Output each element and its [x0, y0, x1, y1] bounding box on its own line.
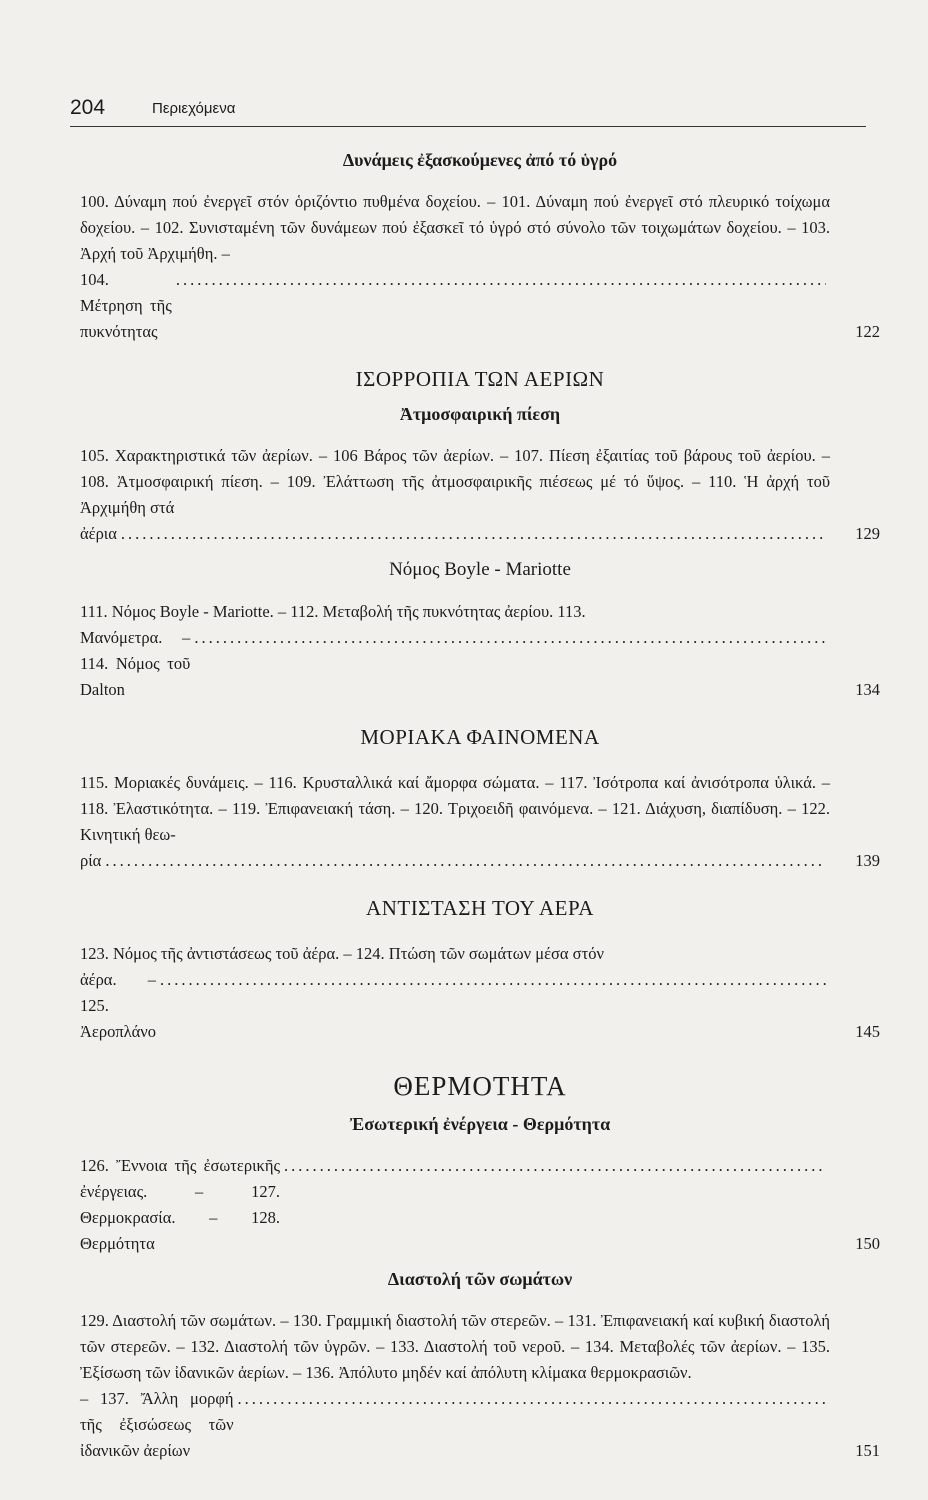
toc-entry-last-text: ἀέρια: [80, 524, 117, 543]
subsection-heading: Διαστολή τῶν σωμάτων: [387, 1269, 573, 1289]
dot-leader: [160, 967, 826, 993]
toc-entry: [80, 770, 880, 874]
toc-entry-last-text: 126. Ἔννοια τῆς ἐσωτερικῆς ἐνέργειας. – 127. Θερμοκρασία. – 128. Θερμότητα: [80, 1156, 281, 1253]
toc-entry-lastline: [80, 1386, 830, 1464]
toc-page-number: 139: [855, 851, 880, 870]
toc-page-number: 134: [855, 680, 880, 699]
toc-entry-last-text: – 137. Ἄλλη μορφή τῆς ἐξισώσεως τῶν ἰδανικῶν ἀερίων: [80, 1389, 234, 1460]
toc-entry: [80, 1308, 880, 1464]
toc-page-number: 151: [855, 1441, 880, 1460]
dot-leader: [284, 1153, 826, 1179]
toc-page-number: 145: [855, 1022, 880, 1041]
section-spacer: [80, 756, 880, 770]
header-rule: [70, 126, 866, 127]
section-heading: ΙΣΟΡΡΟΠΙΑ ΤΩΝ ΑΕΡΙΩΝ: [355, 367, 605, 391]
toc-entry-text: 123. Νόμος τῆς ἀντιστάσεως τοῦ ἀέρα. – 124. Πτώση τῶν σωμάτων μέσα στόν: [80, 944, 604, 963]
toc-entry-lastline: [80, 267, 830, 345]
toc-entry-last-text: ἀέρα. – 125. Ἀεροπλάνο: [80, 970, 157, 1041]
section-heading: ΑΝΤΙΣΤΑΣΗ ΤΟΥ ΑΕΡΑ: [366, 896, 594, 920]
subsection-heading: Ἀτμοσφαιρική πίεση: [399, 404, 561, 424]
toc-entry-last-text: Μανόμετρα. – 114. Νόμος τοῦ Dalton: [80, 628, 191, 699]
toc-entry-text: 100. Δύναμη πού ἐνεργεῖ στόν ὁριζόντιο πυθμένα δοχείου. – 101. Δύναμη πού ἐνεργεῖ στό πλευρικό τοίχωμα δοχείου. – 102. Συνισταμένη τῶν δυνάμεων πού ἐξασκεῖ τό ὑγρό στό σύνολο τῶν τοιχωμάτων δοχείου. – 103. Ἀρχή τοῦ Ἀρχιμήθη. –: [80, 192, 830, 263]
toc-entry-text: 129. Διαστολή τῶν σωμάτων. – 130. Γραμμική διαστολή τῶν στερεῶν. – 131. Ἐπιφανειακή καί κυβική διαστολή τῶν στερεῶν. – 132. Διαστολή τῶν ὑγρῶν. – 133. Διαστολή τοῦ νεροῦ. – 134. Μεταβολές τῶν ἀερίων. – 135. Ἐξίσωση τῶν ἰδανικῶν ἀερίων. – 136. Ἀπόλυτο μηδέν καί ἀπόλυτη κλίμακα θερμοκρασιῶν.: [80, 1311, 830, 1382]
toc-entry: [80, 443, 880, 547]
dot-leader: [176, 267, 826, 293]
toc-entry-lastline: [80, 1153, 830, 1257]
page-number: 204: [70, 96, 106, 119]
toc-entry-lastline: [80, 848, 830, 874]
subsection-heading: Ἐσωτερική ἐνέργεια - Θερμότητα: [349, 1114, 611, 1134]
toc-entry: [80, 599, 880, 703]
dot-leader: [105, 848, 826, 874]
toc-entry-lastline: [80, 625, 830, 703]
toc-entry-last-text: 104. Μέτρηση τῆς πυκνότητας: [80, 270, 172, 341]
toc-entry: [80, 189, 880, 345]
toc-page-number: 150: [855, 1234, 880, 1253]
toc-entry-text: 115. Μοριακές δυνάμεις. – 116. Κρυσταλλικά καί ἄμορφα σώματα. – 117. Ἰσότροπα καί ἀνισότροπα ὑλικά. – 118. Ἐλαστικότητα. – 119. Ἐπιφανειακή τάση. – 120. Τριχοειδῆ φαινόμενα. – 121. Διάχυση, διαπίδυση. – 122. Κινητική θεω-: [80, 773, 830, 844]
section-heading: ΜΟΡΙΑΚΑ ΦΑΙΝΟΜΕΝΑ: [360, 725, 600, 749]
section-heading: ΘΕΡΜΟΤΗΤΑ: [393, 1071, 567, 1101]
section-spacer: [80, 927, 880, 941]
dot-leader: [238, 1386, 826, 1412]
toc-entry-last-text: ρία: [80, 851, 102, 870]
subsection-heading: Δυνάμεις ἐξασκούμενες ἀπό τό ὑγρό: [342, 150, 618, 170]
toc-entry: [80, 941, 880, 1045]
dot-leader: [121, 521, 826, 547]
page-header: [70, 96, 866, 126]
subsection-heading: Νόμος Boyle - Mariotte: [389, 559, 571, 580]
toc-entry: [80, 1153, 880, 1257]
table-of-contents: [80, 138, 880, 1470]
running-title: Περιεχόμενα: [152, 100, 236, 117]
toc-page-number: 122: [855, 322, 880, 341]
toc-entry-text: 105. Χαρακτηριστικά τῶν ἀερίων. – 106 Βάρος τῶν ἀερίων. – 107. Πίεση ἐξαιτίας τοῦ βάρους τοῦ ἀερίου. – 108. Ἀτμοσφαιρική πίεση. – 109. Ἐλάττωση τῆς ἀτμοσφαιρικῆς πιέσεως μέ τό ὕψος. – 110. Ἡ ἀρχή τοῦ Ἀρχιμήθη στά: [80, 446, 830, 517]
toc-entry-text: 111. Νόμος Boyle - Mariotte. – 112. Μεταβολή τῆς πυκνότητας ἀερίου. 113.: [80, 602, 586, 621]
toc-page-number: 129: [855, 524, 880, 543]
dot-leader: [194, 625, 826, 651]
toc-entry-lastline: [80, 967, 830, 1045]
toc-entry-lastline: [80, 521, 830, 547]
